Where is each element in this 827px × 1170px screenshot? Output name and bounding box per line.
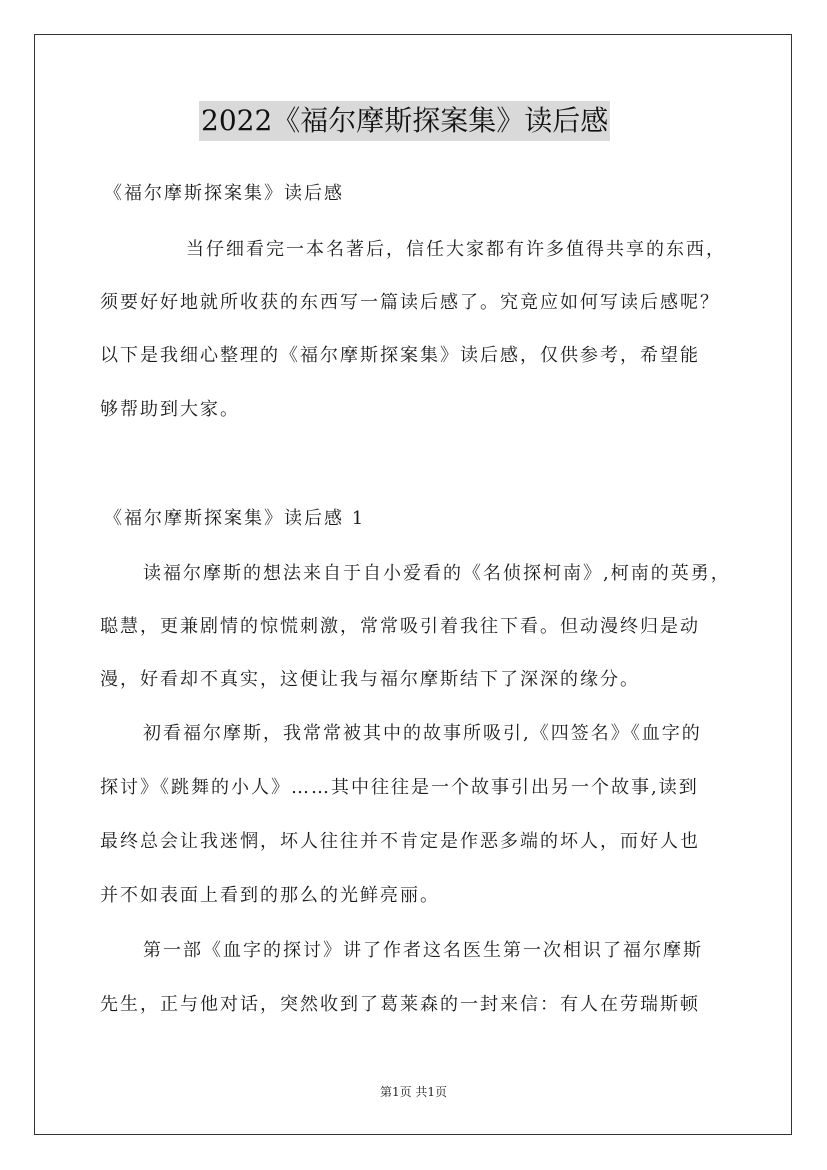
- body-line-4: 初看福尔摩斯，我常常被其中的故事所吸引,《四签名》《血字的: [143, 723, 702, 744]
- document-subtitle: 《福尔摩斯探案集》读后感: [104, 183, 344, 204]
- body-line-8: 第一部《血字的探讨》讲了作者这名医生第一次相识了福尔摩斯: [143, 940, 703, 961]
- document-title: 2022《福尔摩斯探案集》读后感: [199, 101, 610, 141]
- page-footer: 第1页 共1页: [379, 1085, 448, 1099]
- intro-line-1: 当仔细看完一本名著后，信任大家都有许多值得共享的东西，: [186, 239, 726, 260]
- intro-line-3: 以下是我细心整理的《福尔摩斯探案集》读后感，仅供参考，希望能: [100, 345, 700, 366]
- body-line-1: 读福尔摩斯的想法来自于自小爱看的《名侦探柯南》,柯南的英勇，: [143, 563, 731, 584]
- body-line-7: 并不如表面上看到的那么的光鲜亮丽。: [100, 885, 440, 906]
- body-line-5: 探讨》《跳舞的小人》……其中往往是一个故事引出另一个故事,读到: [100, 777, 699, 798]
- body-line-3: 漫，好看却不真实，这便让我与福尔摩斯结下了深深的缘分。: [100, 669, 640, 690]
- body-line-9: 先生，正与他对话，突然收到了葛莱森的一封来信：有人在劳瑞斯顿: [100, 994, 700, 1015]
- intro-line-4: 够帮助到大家。: [100, 399, 240, 420]
- intro-line-2: 须要好好地就所收获的东西写一篇读后感了。究竟应如何写读后感呢？: [100, 292, 720, 313]
- section-heading: 《福尔摩斯探案集》读后感 1: [104, 508, 366, 529]
- body-line-2: 聪慧，更兼剧情的惊慌刺激，常常吸引着我往下看。但动漫终归是动: [100, 616, 700, 637]
- body-line-6: 最终总会让我迷惘，坏人往往并不肯定是作恶多端的坏人，而好人也: [100, 831, 700, 852]
